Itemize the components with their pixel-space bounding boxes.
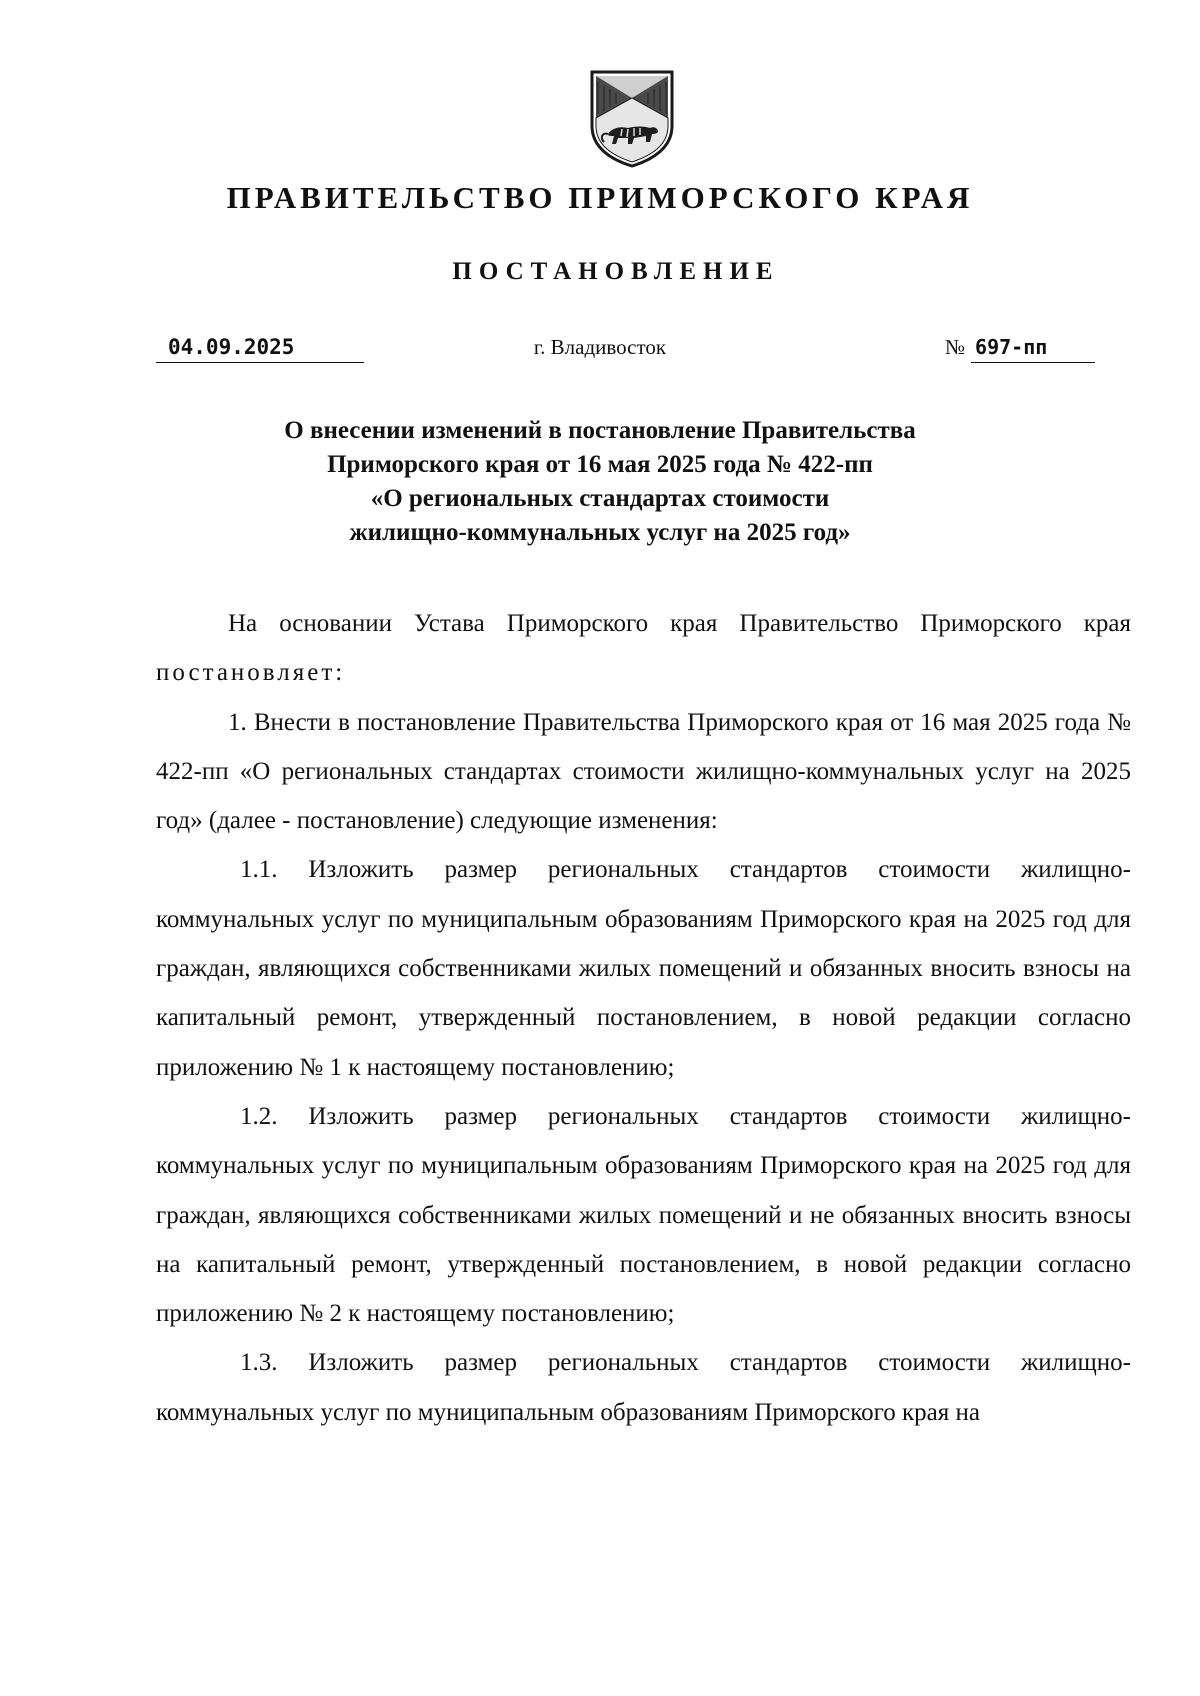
subject-line-3: «О региональных стандартах стоимости bbox=[370, 485, 830, 512]
document-number-block bbox=[945, 334, 1095, 363]
primorsky-krai-coat-of-arms-icon bbox=[588, 68, 676, 168]
item-1-3-paragraph: 1.3. Изложить размер региональных стандартов стоимости жилищно-коммунальных услуг по муниципальным образованиям Приморского края на bbox=[156, 1349, 1131, 1426]
document-kind: ПОСТАНОВЛЕНИЕ bbox=[452, 258, 780, 285]
number-sign: № bbox=[945, 335, 966, 359]
item-1-paragraph: 1. Внести в постановление Правительства Приморского края от 16 мая 2025 года № 422-пп «О региональных стандартах стоимости жилищно-коммунальных услуг на 2025 год» (далее - постановление) следующие изменения: bbox=[156, 708, 1131, 835]
subject-line-2: Приморского края от 16 мая 2025 года № 422-пп bbox=[327, 451, 873, 478]
subject-line-4: жилищно-коммунальных услуг на 2025 год» bbox=[349, 519, 851, 546]
subject-line-1: О внесении изменений в постановление Правительства bbox=[284, 417, 916, 444]
government-title: ПРАВИТЕЛЬСТВО ПРИМОРСКОГО КРАЯ bbox=[226, 180, 974, 215]
preamble-paragraph bbox=[156, 599, 1131, 698]
item-1-2-paragraph: 1.2. Изложить размер региональных стандартов стоимости жилищно-коммунальных услуг по муниципальным образованиям Приморского края на 2025 год для граждан, являющихся собственниками жилых помещений и не обязанных вносить взносы на капитальный ремонт, утвержденный постановлением, в новой редакции согласно приложению № 2 к настоящему постановлению; bbox=[156, 1102, 1131, 1328]
preamble-keyword: постановляет: bbox=[156, 659, 346, 687]
item-1-1-paragraph: 1.1. Изложить размер региональных стандартов стоимости жилищно-коммунальных услуг по муниципальным образованиям Приморского края на 2025 год для граждан, являющихся собственниками жилых помещений и обязанных вносить взносы на капитальный ремонт, утвержденный постановлением, в новой редакции согласно приложению № 1 к настоящему постановлению; bbox=[156, 856, 1131, 1081]
document-body bbox=[156, 599, 1131, 1437]
document-date: 04.09.2025 bbox=[156, 334, 364, 363]
document-subject bbox=[200, 414, 1000, 550]
document-number: 697-пп bbox=[971, 334, 1095, 363]
preamble-text: На основании Устава Приморского края Правительство Приморского края bbox=[228, 610, 1131, 637]
document-city: г. Владивосток bbox=[533, 335, 667, 359]
